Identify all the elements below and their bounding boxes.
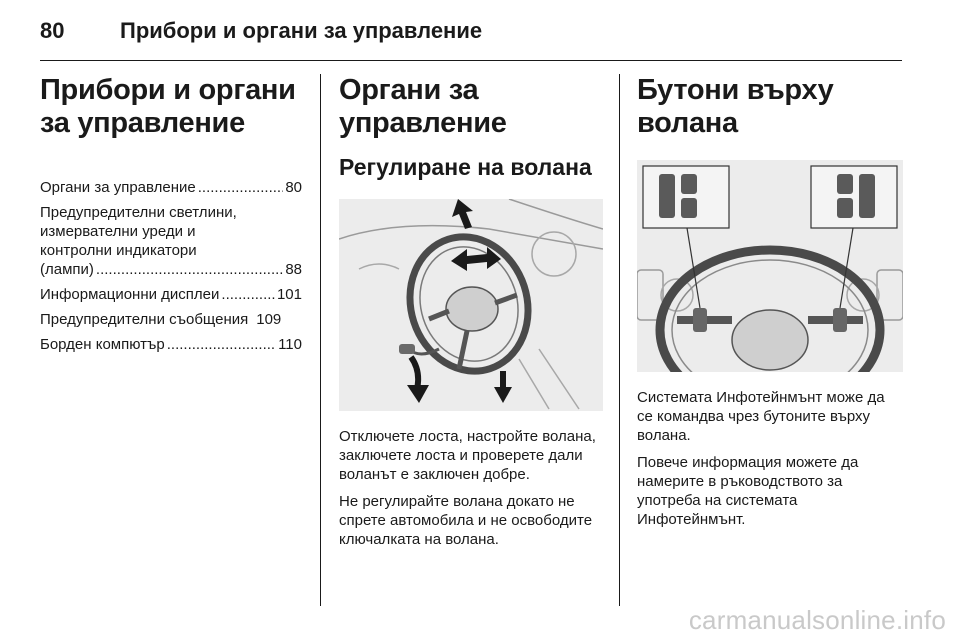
section-heading: Прибори и органи за управление [40, 74, 296, 139]
toc-entry[interactable] [40, 203, 302, 279]
toc-leader [167, 335, 276, 354]
toc-entry-page: 80 [285, 179, 302, 196]
toc-entry-title: Предупредителни съобщения [40, 311, 249, 328]
controls-column [339, 74, 603, 549]
paragraph: Отключете лоста, настройте волана, заключете лоста и проверете дали воланът е заключен добре. [339, 428, 596, 483]
header-rule [40, 60, 902, 61]
column-divider [619, 74, 620, 606]
toc-entry-title: Предупредителни светлини, [40, 204, 237, 221]
toc-entry-title: контролни индикатори [40, 242, 197, 259]
steering-adjust-illustration [339, 199, 603, 411]
section-heading: Бутони върху волана [637, 74, 834, 139]
column-divider [320, 74, 321, 606]
subsection-heading: Регулиране на волана [339, 154, 592, 180]
steering-wheel-adjust-drawing [339, 199, 603, 411]
toc-entry-page: 88 [285, 261, 302, 278]
toc-entry-title: измервателни уреди и [40, 223, 196, 240]
running-title: Прибори и органи за управление [120, 18, 483, 43]
toc-entry-page: 110 [278, 336, 302, 353]
toc-leader [96, 260, 283, 279]
toc-entry-page: 101 [276, 286, 302, 303]
table-of-contents [40, 178, 302, 354]
toc-entry[interactable] [40, 335, 302, 354]
toc-entry-title: Информационни дисплеи [40, 286, 220, 303]
paragraph: Повече информация можете да намерите в ръководството за употреба на системата Инфотейнмънт. [637, 454, 859, 528]
toc-entry[interactable] [40, 178, 302, 197]
toc-leader [198, 178, 284, 197]
toc-entry-title: Органи за управление [40, 179, 196, 196]
wheel-buttons-column [637, 74, 903, 529]
section-heading: Органи за управление [339, 74, 507, 139]
steering-buttons-illustration [637, 160, 903, 372]
page-header [40, 18, 920, 62]
paragraph: Системата Инфотейнмънт може да се командва чрез бутоните върху волана. [637, 389, 885, 444]
toc-entry-title: Борден компютър [40, 336, 165, 353]
toc-entry-page: 109 [256, 311, 282, 328]
paragraph: Не регулирайте волана докато не спрете автомобила и не освободите ключалката на волана. [339, 493, 593, 548]
watermark: carmanualsonline.info [688, 605, 946, 635]
steering-wheel-buttons-drawing [637, 160, 903, 372]
toc-entry[interactable] [40, 310, 302, 329]
toc-column [40, 74, 302, 360]
toc-leader [221, 285, 275, 304]
page-number: 80 [40, 18, 65, 43]
toc-entry-title: (лампи) [40, 261, 94, 278]
toc-entry[interactable] [40, 285, 302, 304]
